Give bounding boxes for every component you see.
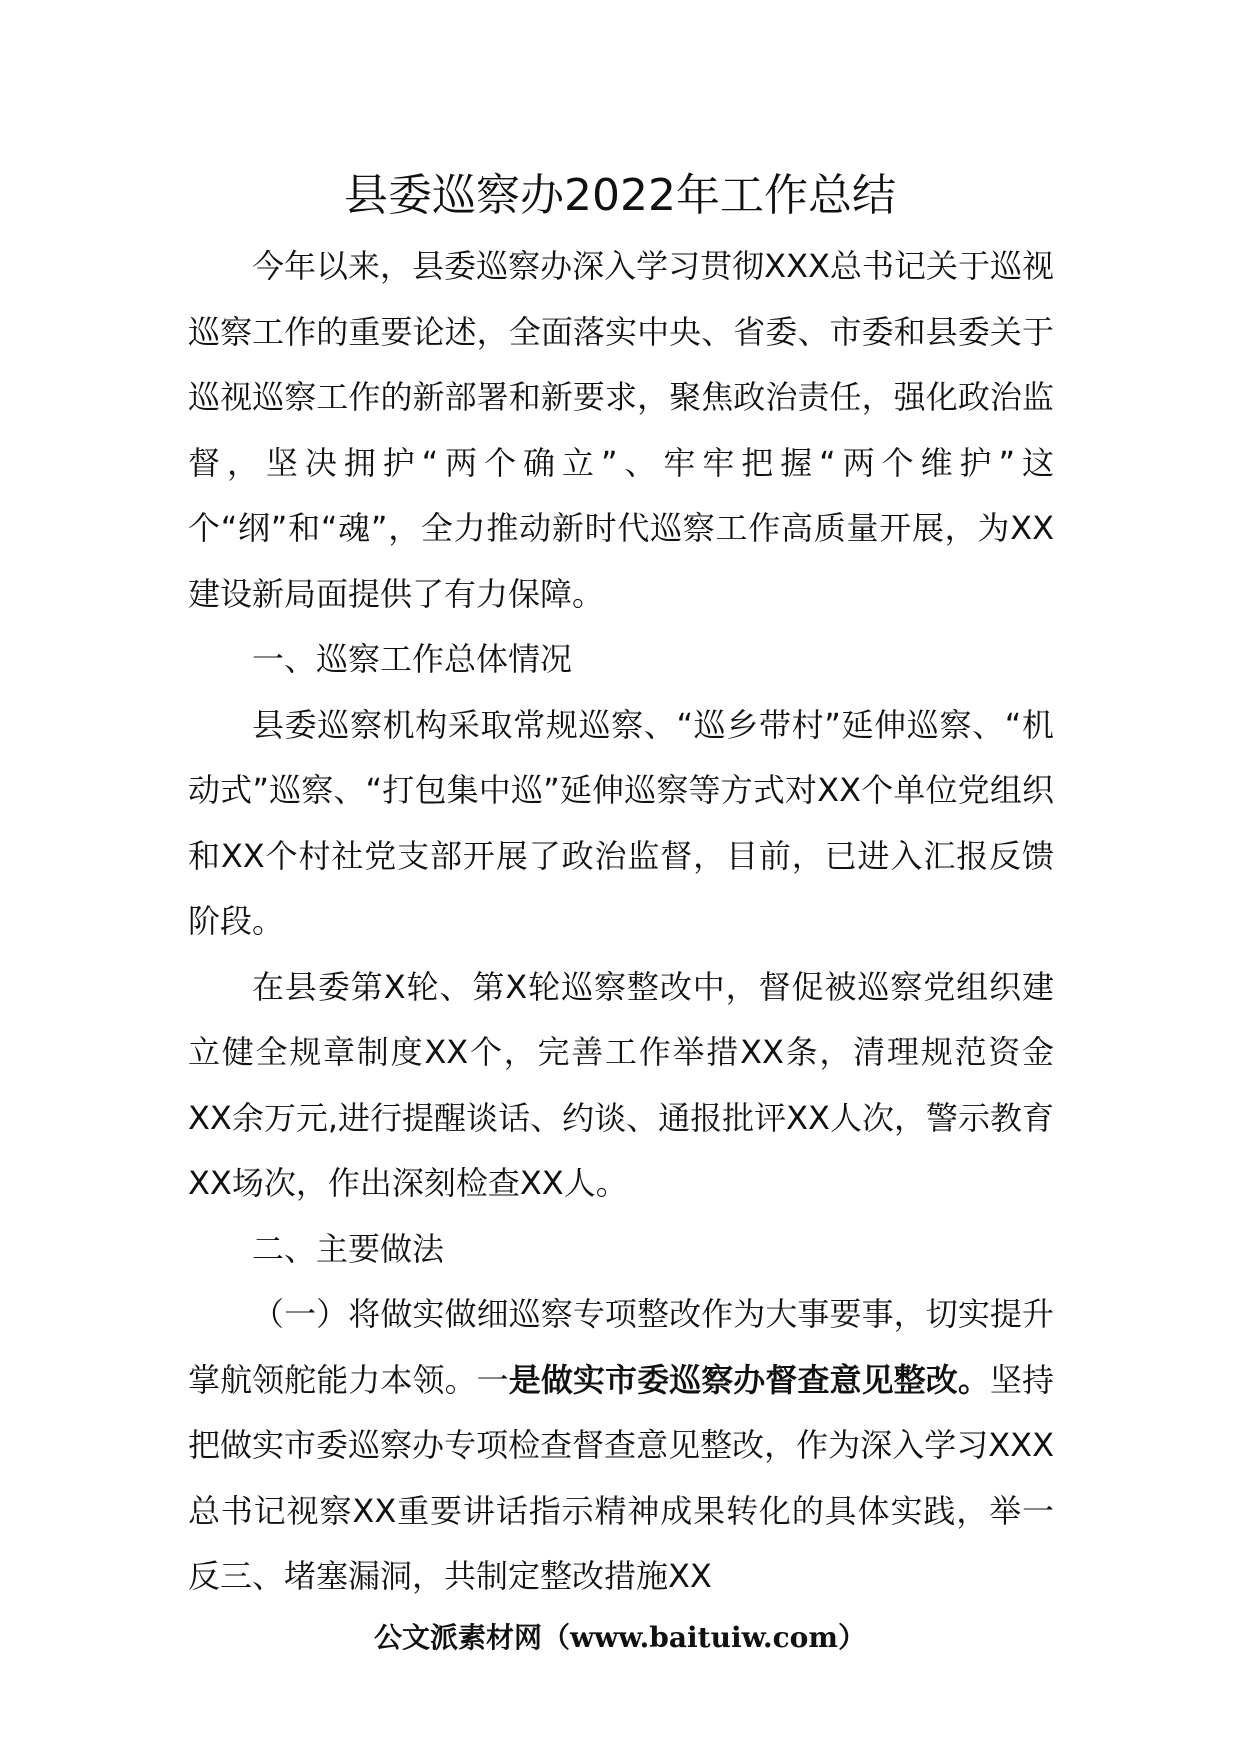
- paragraph-measures-rest: 坚持把做实市委巡察办专项检查督查意见整改，作为深入学习XXX总书记视察XX重要讲话指示精神成果转化的具体实践，举一反三、堵塞漏洞，共制定整改措施XX: [188, 1360, 1054, 1595]
- paragraph-intro: 今年以来，县委巡察办深入学习贯彻XXX总书记关于巡视巡察工作的重要论述，全面落实中央、省委、市委和县委关于巡视巡察工作的新部署和新要求，聚焦政治责任，强化政治监督，坚决拥护“两个确立”、牢牢把握“两个维护”这个“纲”和“魂”，全力推动新时代巡察工作高质量开展，为XX建设新局面提供了有力保障。: [188, 247, 1054, 613]
- footer-watermark: [0, 1618, 1240, 1658]
- paragraph-measures-bold: 是做实市委巡察办督查意见整改。: [508, 1360, 990, 1399]
- document-body: [188, 234, 1054, 1610]
- paragraph-measures-lead: （一）将做实做细巡察专项整改作为大事要事，切实提升掌航领舵能力本领。一: [188, 1295, 1054, 1399]
- paragraph-overview: 县委巡察机构采取常规巡察、“巡乡带村”延伸巡察、“机动式”巡察、“打包集中巡”延伸巡察等方式对XX个单位党组织和XX个村社党支部开展了政治监督，目前，已进入汇报反馈阶段。: [188, 705, 1054, 940]
- footer-site-name: 公文派素材网: [374, 1621, 543, 1654]
- paragraph-measures: [188, 1282, 1054, 1610]
- section-heading-2: 二、主要做法: [252, 1229, 445, 1268]
- section-heading-1: 一、巡察工作总体情况: [252, 640, 573, 678]
- paragraph-rectification: 在县委第X轮、第X轮巡察整改中，督促被巡察党组织建立健全规章制度XX个，完善工作举措XX条，清理规范资金XX余万元,进行提醒谈话、约谈、通报批评XX人次，警示教育XX场次，作出深刻检查XX人。: [188, 967, 1054, 1202]
- document-title: 县委巡察办2022年工作总结: [344, 170, 896, 221]
- footer-url: （www.baituiw.com）: [542, 1621, 866, 1654]
